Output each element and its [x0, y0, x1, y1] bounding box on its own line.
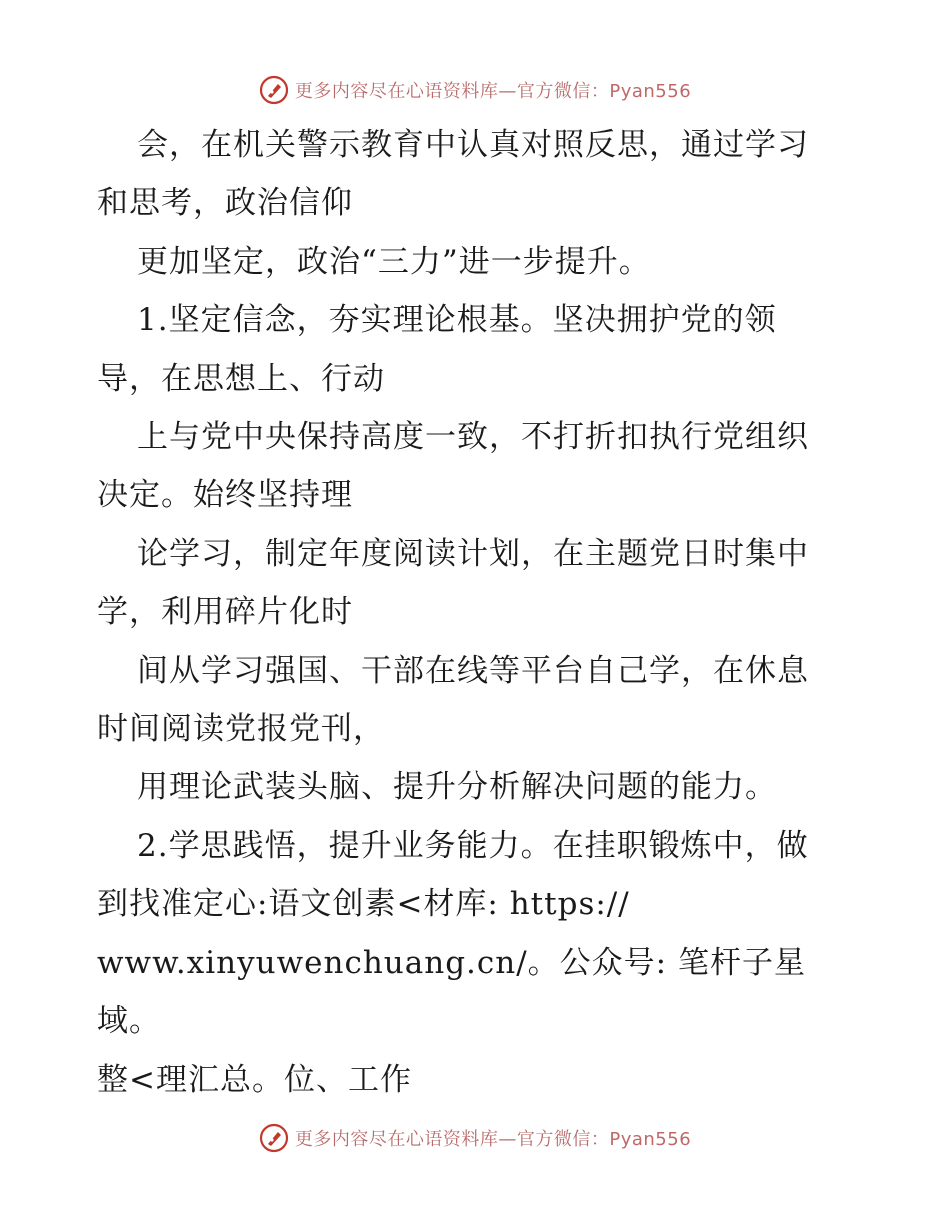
- wechat-handle: Pyan556: [609, 1129, 692, 1150]
- pen-nib-logo-icon: [259, 1123, 289, 1153]
- paragraph: 论学习，制定年度阅读计划，在主题党日时集中 学，利用碎片化时: [97, 535, 809, 631]
- banner-text: 更多内容尽在心语资料库—官方微信：Pyan556: [294, 81, 692, 102]
- paragraph: 2.学思践悟，提升业务能力。在挂职锻炼中，做 到找准定心:语文创素<材库: https:// www.xinyuwenchuang.cn/。公众号: 笔杆子星域。 整<理汇总。位、工作: [97, 827, 809, 1098]
- pen-nib-logo-icon: [259, 75, 289, 105]
- paragraph: 用理论武装头脑、提升分析解决问题的能力。: [137, 769, 777, 806]
- paragraph: 更加坚定，政治“三力”进一步提升。: [137, 243, 651, 280]
- wechat-handle: Pyan556: [609, 81, 692, 102]
- paragraph: 会，在机关警示教育中认真对照反思，通过学习 和思考，政治信仰: [97, 127, 809, 222]
- paragraph: 间从学习强国、干部在线等平台自己学，在休息 时间阅读党报党刊，: [97, 652, 809, 748]
- footer-banner: [0, 1118, 950, 1158]
- document-body: [97, 116, 857, 1109]
- banner-text: 更多内容尽在心语资料库—官方微信：Pyan556: [294, 1129, 692, 1150]
- header-banner: [0, 70, 950, 110]
- paragraph: 1.坚定信念，夯实理论根基。坚决拥护党的领 导，在思想上、行动: [97, 302, 777, 397]
- paragraph: 上与党中央保持高度一致，不打折扣执行党组织 决定。始终坚持理: [97, 419, 809, 514]
